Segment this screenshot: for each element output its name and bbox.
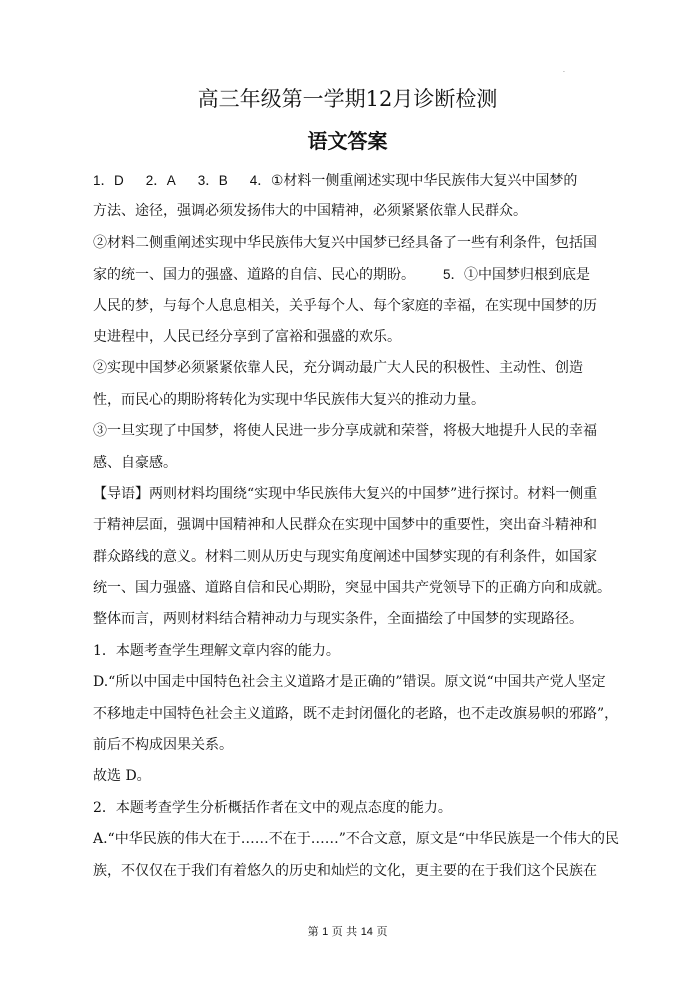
exam-title: 高三年级第一学期12月诊断检测	[197, 87, 498, 111]
text-line: A.“中华民族的伟大在于……不在于……”不合文意，原文是“中华民族是一个伟大的民	[93, 831, 620, 848]
page-footer	[0, 924, 695, 940]
footer-ye: 页	[376, 925, 388, 938]
text-line: ②实现中国梦必须紧紧依靠人民，充分调动最广大人民的积极性、主动性、创造	[93, 360, 583, 377]
footer-ye-gong: 页 共	[331, 925, 358, 938]
answer-content	[93, 165, 620, 887]
answer-q4-number: 4．	[249, 173, 271, 188]
answer-q4-point2-end: 家的统一、国力的强盛、道路的自信、民心的期盼。	[93, 267, 415, 284]
guide-line: 整体而言，两则材料结合精神动力与现实条件，全面描绘了中国梦的实现路径。	[93, 611, 583, 628]
page-total: 14	[360, 926, 373, 938]
text-line: ②材料二侧重阐述实现中华民族伟大复兴中国梦已经具备了一些有利条件，包括国	[93, 234, 597, 251]
text-line: 前后不构成因果关系。	[93, 737, 233, 754]
text-line: 性，而民心的期盼将转化为实现中华民族伟大复兴的推动力量。	[93, 391, 485, 408]
text-line: 史进程中，人民已经分享到了富裕和强盛的欢乐。	[93, 328, 401, 345]
text-line: 方法、途径，强调必须发扬伟大的中国精神，必须紧紧依靠人民群众。	[93, 203, 527, 220]
guide-line: 【导语】两则材料均围绕“实现中华民族伟大复兴的中国梦”进行探讨。材料一侧重	[93, 485, 598, 502]
text-line: 不移地走中国特色社会主义道路，既不走封闭僵化的老路，也不走改旗易帜的邪路”，	[93, 705, 619, 722]
guide-line: 统一、国力强盛、道路自信和民心期盼，突显中国共产党领导下的正确方向和成就。	[93, 580, 611, 597]
answer-line-q1-q4	[93, 165, 605, 196]
guide-line: 群众路线的意义。材料二则从历史与现实角度阐述中国梦实现的有利条件，如国家	[93, 548, 597, 565]
page-number: 1	[322, 926, 329, 938]
guide-line: 于精神层面，强调中国精神和人民群众在实现中国梦中的重要性，突出奋斗精神和	[93, 517, 597, 534]
explanation-q1-title: 1．本题考查学生理解文章内容的能力。	[93, 642, 340, 659]
answer-q1: 1．D	[93, 173, 124, 188]
answer-q4-point1: ①材料一侧重阐述实现中华民族伟大复兴中国梦的	[270, 173, 578, 189]
answer-heading: 语文答案	[307, 129, 388, 153]
explanation-q2-title: 2．本题考查学生分析概括作者在文中的观点态度的能力。	[93, 799, 452, 816]
answer-q5-number: 5．	[443, 267, 465, 283]
answer-q3: 3．B	[197, 173, 228, 188]
answer-q2: 2．A	[145, 173, 176, 188]
answer-q5-point1: ①中国梦归根到底是	[464, 267, 591, 284]
text-line: 族，不仅仅在于我们有着悠久的历史和灿烂的文化，更主要的在于我们这个民族在	[93, 862, 597, 879]
decorative-dot: .	[563, 67, 565, 74]
text-line: D.“所以中国走中国特色社会主义道路才是正确的”错误。原文说“中国共产党人坚定	[93, 674, 606, 691]
text-line: ③一旦实现了中国梦，将使人民进一步分享成就和荣誉，将极大地提升人民的幸福	[93, 423, 597, 440]
text-line: 感、自豪感。	[93, 454, 177, 471]
text-line: 故选 D。	[93, 768, 151, 785]
footer-di: 第	[307, 925, 319, 938]
answer-line-q4-q5	[93, 259, 605, 290]
text-line: 人民的梦，与每个人息息相关，关乎每个人、每个家庭的幸福，在实现中国梦的历	[93, 297, 597, 314]
